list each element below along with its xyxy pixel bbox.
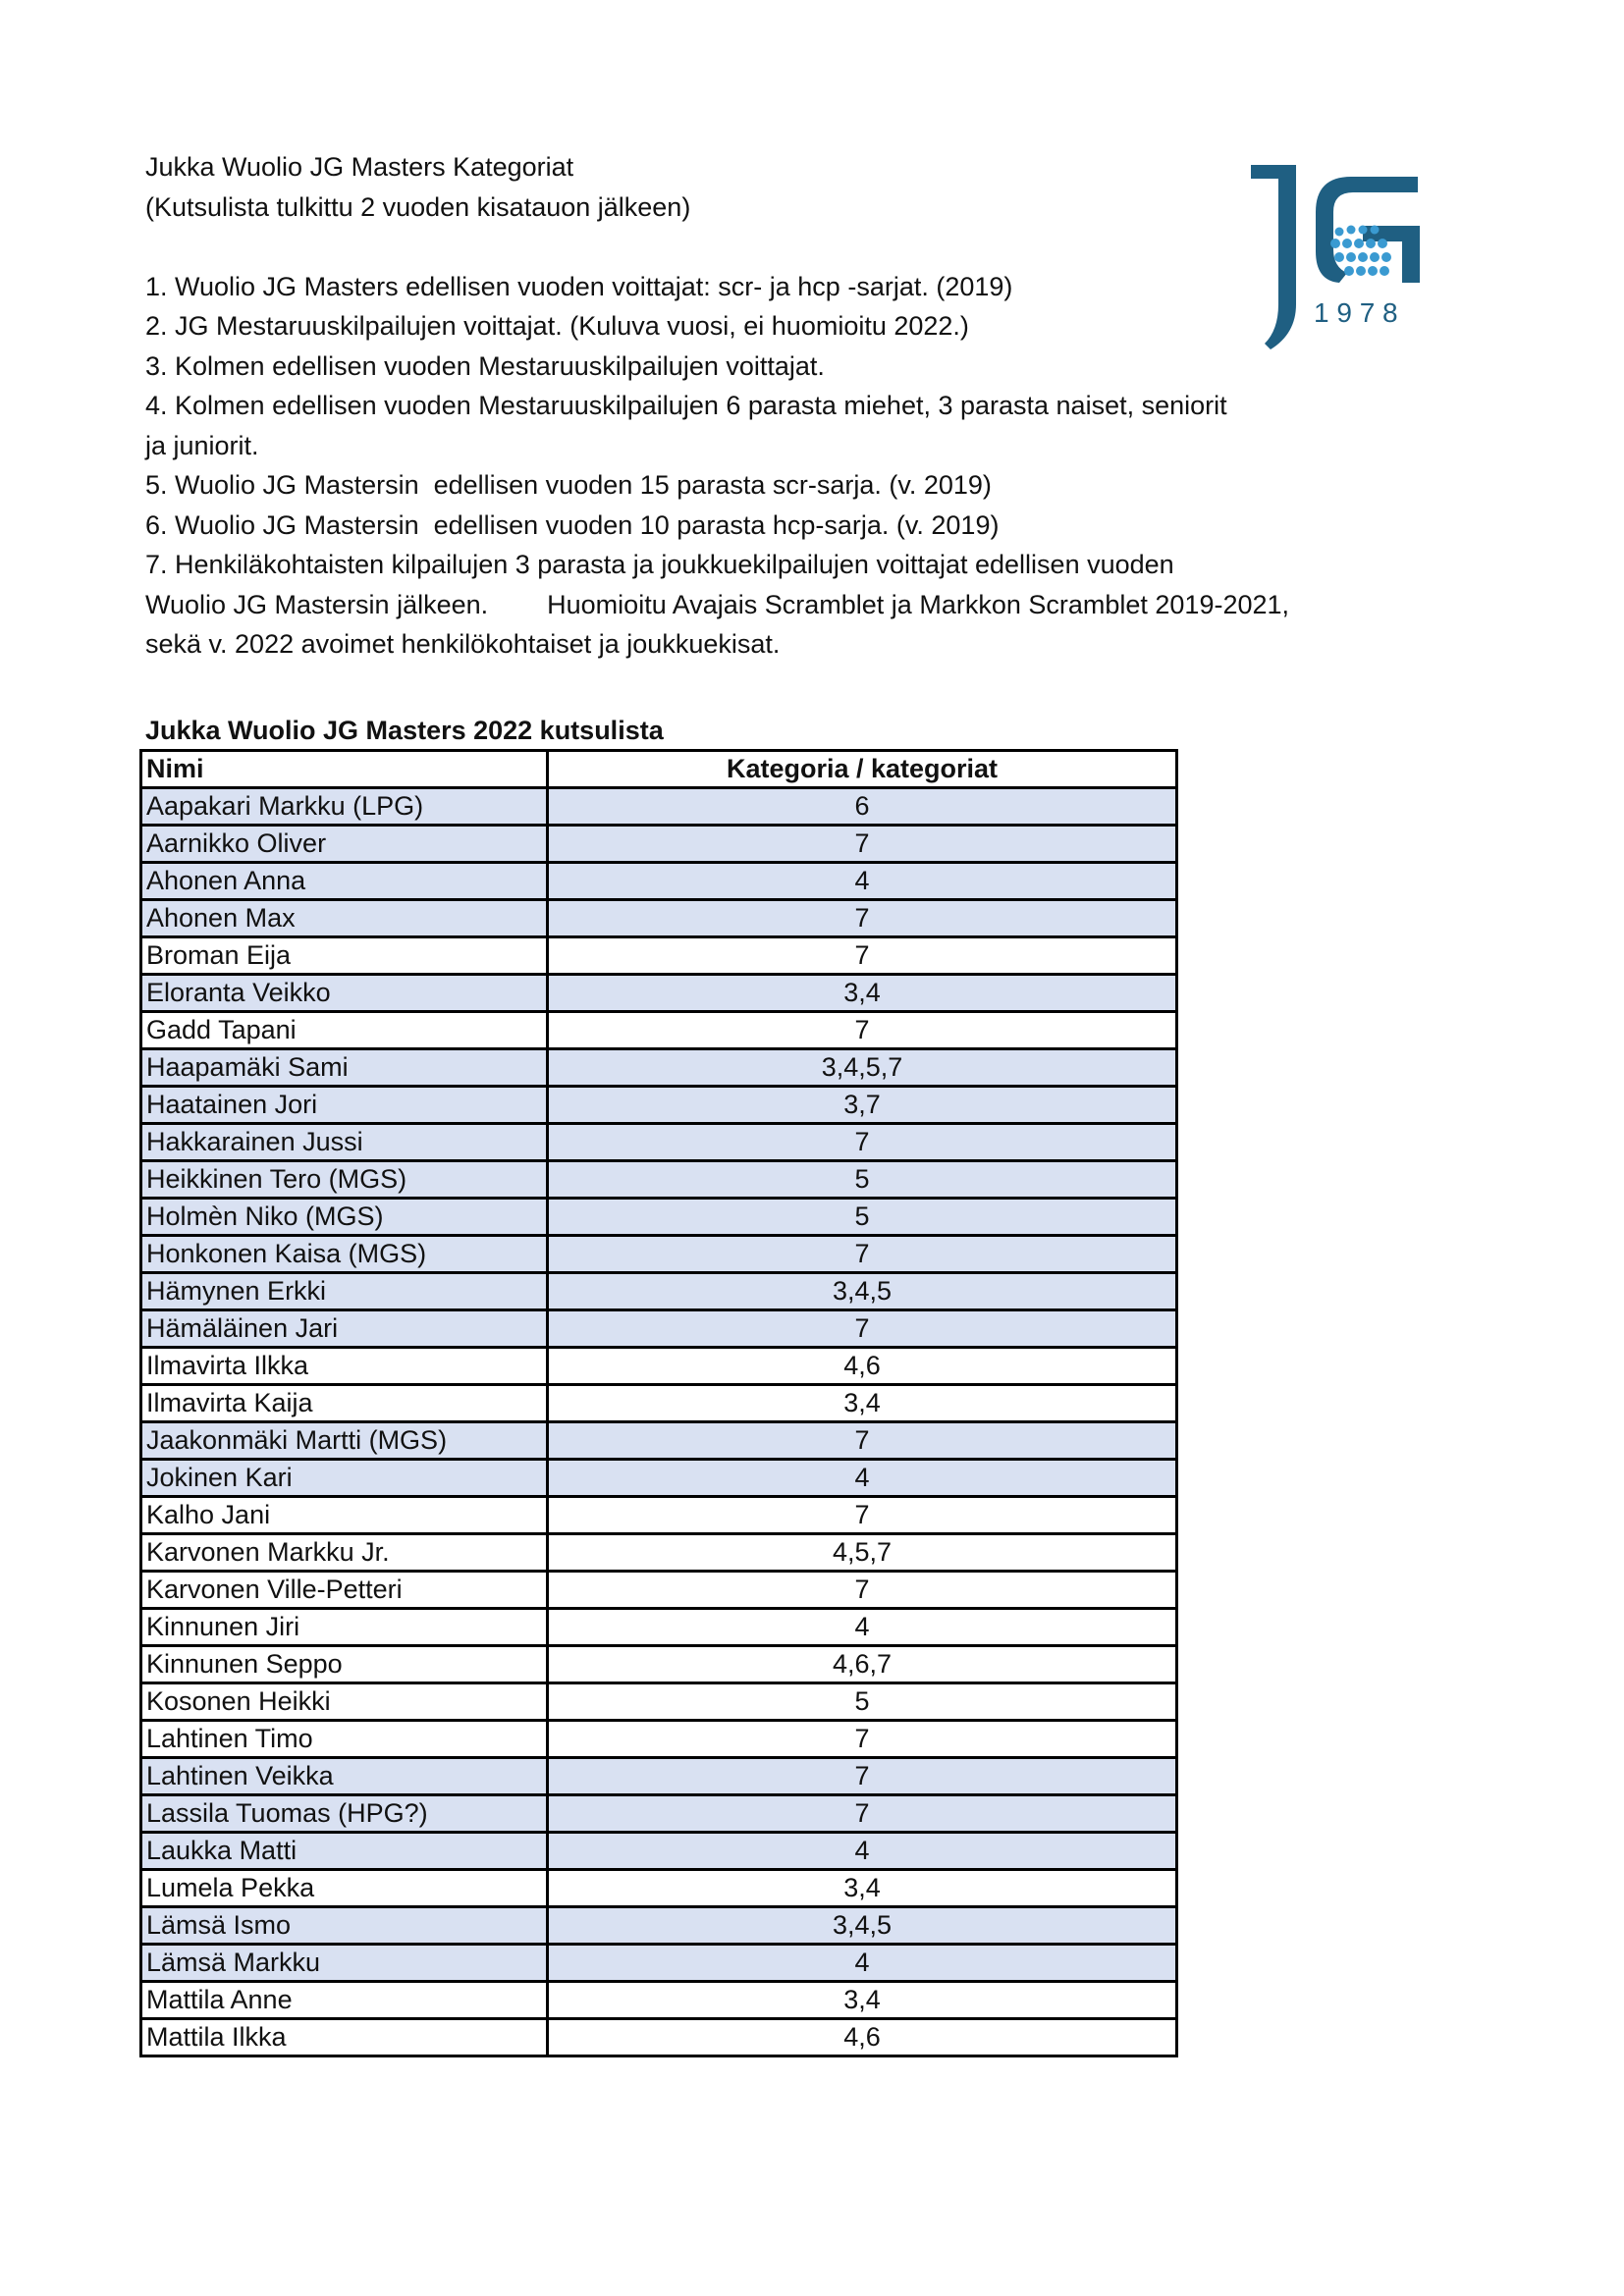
category-cell: 3,7 [548,1087,1177,1124]
category-line: 6. Wuolio JG Mastersin edellisen vuoden 10 parasta hcp-sarja. (v. 2019) [145,509,1000,540]
table-row [141,1833,1177,1870]
category-line: 5. Wuolio JG Mastersin edellisen vuoden 15 parasta scr-sarja. (v. 2019) [145,470,992,500]
spacer [145,227,1373,267]
player-name-cell: Ilmavirta Kaija [141,1385,548,1422]
player-name-cell: Hämäläinen Jari [141,1310,548,1348]
player-name-cell: Mattila Anne [141,1982,548,2019]
player-name-cell: Heikkinen Tero (MGS) [141,1161,548,1199]
category-cell: 7 [548,1124,1177,1161]
table-row [141,1982,1177,2019]
player-name-cell: Jaakonmäki Martti (MGS) [141,1422,548,1460]
table-row [141,937,1177,975]
table-row [141,2019,1177,2056]
category-cell: 3,4 [548,1385,1177,1422]
category-cell: 7 [548,1721,1177,1758]
table-row [141,1161,1177,1199]
player-name-cell: Ilmavirta Ilkka [141,1348,548,1385]
player-name-cell: Kinnunen Seppo [141,1646,548,1683]
table-row [141,1497,1177,1534]
category-cell: 4 [548,1833,1177,1870]
player-name-cell: Aarnikko Oliver [141,826,548,863]
table-row [141,1422,1177,1460]
jg-logo [1245,157,1441,353]
player-name-cell: Kalho Jani [141,1497,548,1534]
table-title: Jukka Wuolio JG Masters 2022 kutsulista [145,716,664,745]
category-cell: 4 [548,863,1177,900]
player-name-cell: Lahtinen Timo [141,1721,548,1758]
category-cell: 7 [548,1236,1177,1273]
category-line: 7. Henkiläkohtaisten kilpailujen 3 parasta ja joukkuekilpailujen voittajat edellisen vuoden [145,550,1174,579]
category-cell: 4 [548,1945,1177,1982]
table-row [141,1795,1177,1833]
player-name-cell: Kosonen Heikki [141,1683,548,1721]
category-cell: 3,4 [548,1982,1177,2019]
category-line: 1. Wuolio JG Masters edellisen vuoden voittajat: scr- ja hcp -sarjat. (2019) [145,271,1013,301]
table-row [141,900,1177,937]
category-cell: 3,4,5 [548,1273,1177,1310]
table-row [141,1236,1177,1273]
logo-letter-g [1316,177,1420,283]
invite-list-table [139,749,1178,2057]
table-row [141,1907,1177,1945]
document-subtitle: (Kutsulista tulkittu 2 vuoden kisatauon jälkeen) [145,191,691,222]
table-row [141,1460,1177,1497]
player-name-cell: Lämsä Markku [141,1945,548,1982]
player-name-cell: Hakkarainen Jussi [141,1124,548,1161]
player-name-cell: Haapamäki Sami [141,1049,548,1087]
category-line: Wuolio JG Mastersin jälkeen. Huomioitu Avajais Scramblet ja Markkon Scramblet 2019-2021, [145,589,1290,619]
category-cell: 4,6 [548,1348,1177,1385]
table-row [141,863,1177,900]
table-row [141,1012,1177,1049]
table-row [141,1385,1177,1422]
document-title: Jukka Wuolio JG Masters Kategoriat [145,152,574,182]
player-name-cell: Ahonen Anna [141,863,548,900]
player-name-cell: Kinnunen Jiri [141,1609,548,1646]
player-name-cell: Karvonen Markku Jr. [141,1534,548,1572]
table-row [141,1758,1177,1795]
column-header-category: Kategoria / kategoriat [548,751,1177,788]
player-name-cell: Honkonen Kaisa (MGS) [141,1236,548,1273]
table-row [141,1870,1177,1907]
table-row [141,1572,1177,1609]
player-name-cell: Aapakari Markku (LPG) [141,788,548,826]
player-name-cell: Mattila Ilkka [141,2019,548,2056]
table-body [141,788,1177,2056]
category-cell: 7 [548,900,1177,937]
category-cell: 4 [548,1460,1177,1497]
table-row [141,1273,1177,1310]
category-cell: 4,5,7 [548,1534,1177,1572]
category-cell: 3,4 [548,1870,1177,1907]
logo-year: 1 9 7 8 [1314,297,1398,328]
category-cell: 4,6 [548,2019,1177,2056]
category-cell: 3,4 [548,975,1177,1012]
category-line: 3. Kolmen edellisen vuoden Mestaruuskilpailujen voittajat. [145,350,825,381]
player-name-cell: Eloranta Veikko [141,975,548,1012]
category-line: 4. Kolmen edellisen vuoden Mestaruuskilpailujen 6 parasta miehet, 3 parasta naiset, seniorit [145,391,1227,420]
table-row [141,1199,1177,1236]
table-row [141,1534,1177,1572]
category-cell: 4,6,7 [548,1646,1177,1683]
player-name-cell: Lumela Pekka [141,1870,548,1907]
player-name-cell: Lahtinen Veikka [141,1758,548,1795]
table-row [141,1646,1177,1683]
category-line: 2. JG Mestaruuskilpailujen voittajat. (Kuluva vuosi, ei huomioitu 2022.) [145,311,969,341]
table-row [141,1609,1177,1646]
table-row [141,1945,1177,1982]
table-row [141,1310,1177,1348]
category-cell: 3,4,5,7 [548,1049,1177,1087]
category-cell: 7 [548,1422,1177,1460]
category-cell: 7 [548,1572,1177,1609]
category-line: ja juniorit. [145,430,259,460]
player-name-cell: Hämynen Erkki [141,1273,548,1310]
category-cell: 7 [548,1497,1177,1534]
player-name-cell: Gadd Tapani [141,1012,548,1049]
table-row [141,788,1177,826]
category-cell: 5 [548,1683,1177,1721]
table-row [141,1049,1177,1087]
column-header-name: Nimi [141,751,548,788]
intro-section [145,147,1373,665]
player-name-cell: Broman Eija [141,937,548,975]
category-cell: 7 [548,1795,1177,1833]
player-name-cell: Lassila Tuomas (HPG?) [141,1795,548,1833]
player-name-cell: Laukka Matti [141,1833,548,1870]
category-cell: 7 [548,937,1177,975]
player-name-cell: Karvonen Ville-Petteri [141,1572,548,1609]
table-row [141,1348,1177,1385]
player-name-cell: Haatainen Jori [141,1087,548,1124]
category-cell: 4 [548,1609,1177,1646]
player-name-cell: Lämsä Ismo [141,1907,548,1945]
table-header-row [141,751,1177,788]
logo-letter-j [1251,165,1296,349]
category-cell: 5 [548,1199,1177,1236]
category-cell: 7 [548,1758,1177,1795]
table-row [141,826,1177,863]
player-name-cell: Jokinen Kari [141,1460,548,1497]
category-cell: 3,4,5 [548,1907,1177,1945]
table-row [141,1683,1177,1721]
category-cell: 7 [548,1012,1177,1049]
category-cell: 6 [548,788,1177,826]
table-row [141,1087,1177,1124]
category-cell: 5 [548,1161,1177,1199]
category-cell: 7 [548,1310,1177,1348]
category-cell: 7 [548,826,1177,863]
player-name-cell: Holmèn Niko (MGS) [141,1199,548,1236]
table-row [141,1721,1177,1758]
table-row [141,1124,1177,1161]
player-name-cell: Ahonen Max [141,900,548,937]
category-line: sekä v. 2022 avoimet henkilökohtaiset ja joukkuekisat. [145,629,781,659]
table-row [141,975,1177,1012]
